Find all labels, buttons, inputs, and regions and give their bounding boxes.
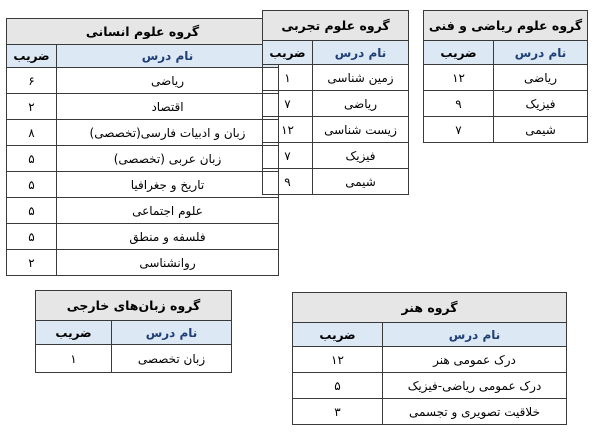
- table-row: [7, 250, 279, 276]
- art-title: گروه هنر: [293, 293, 567, 323]
- course-coef: ۷: [424, 117, 494, 143]
- course-name: علوم اجتماعی: [57, 198, 279, 224]
- table-row: [263, 117, 409, 143]
- course-coef: ۵: [7, 224, 57, 250]
- math-title: گروه علوم ریاضی و فنی: [424, 11, 588, 41]
- table-row: [7, 198, 279, 224]
- table-row: [263, 169, 409, 195]
- math-col-name: نام درس: [494, 41, 588, 65]
- course-coef: ۱۲: [263, 117, 313, 143]
- course-coef: ۱: [263, 65, 313, 91]
- course-name: زبان عربی (تخصصی): [57, 146, 279, 172]
- course-coef: ۵: [7, 146, 57, 172]
- table-row: [36, 345, 232, 373]
- table-row: [293, 347, 567, 373]
- table-row: [7, 68, 279, 94]
- course-coef: ۱: [36, 345, 112, 373]
- experimental-title: گروه علوم تجربی: [263, 11, 409, 41]
- table-row: [424, 117, 588, 143]
- course-coef: ۱۲: [293, 347, 383, 373]
- course-coef: ۲: [7, 94, 57, 120]
- humanities-col-name: نام درس: [57, 45, 279, 68]
- course-name: روانشناسی: [57, 250, 279, 276]
- languages-title: گروه زبان‌های خارجی: [36, 291, 232, 321]
- course-name: اقتصاد: [57, 94, 279, 120]
- course-coef: ۵: [293, 373, 383, 399]
- experimental-col-coef: ضریب: [263, 41, 313, 65]
- course-name: فلسفه و منطق: [57, 224, 279, 250]
- course-name: ریاضی: [57, 68, 279, 94]
- course-name: فیزیک: [313, 143, 409, 169]
- table-row: [7, 146, 279, 172]
- table-row: [7, 224, 279, 250]
- course-name: زبان و ادبیات فارسی(تخصصی): [57, 120, 279, 146]
- humanities-table: [6, 18, 279, 276]
- course-name: فیزیک: [494, 91, 588, 117]
- table-row: [263, 143, 409, 169]
- course-coef: ۲: [7, 250, 57, 276]
- math-table: [423, 10, 588, 143]
- art-table: [292, 292, 567, 425]
- course-coef: ۸: [7, 120, 57, 146]
- humanities-title: گروه علوم انسانی: [7, 19, 279, 45]
- course-name: ریاضی: [494, 65, 588, 91]
- course-name: شیمی: [313, 169, 409, 195]
- languages-col-name: نام درس: [112, 321, 232, 345]
- table-row: [424, 91, 588, 117]
- course-name: زیست شناسی: [313, 117, 409, 143]
- experimental-col-name: نام درس: [313, 41, 409, 65]
- course-name: شیمی: [494, 117, 588, 143]
- course-name: زمین شناسی: [313, 65, 409, 91]
- experimental-table: [262, 10, 409, 195]
- course-name: درک عمومی ریاضی-فیزیک: [383, 373, 567, 399]
- table-row: [293, 399, 567, 425]
- table-row: [7, 172, 279, 198]
- humanities-col-coef: ضریب: [7, 45, 57, 68]
- course-name: ریاضی: [313, 91, 409, 117]
- table-row: [263, 91, 409, 117]
- math-col-coef: ضریب: [424, 41, 494, 65]
- languages-col-coef: ضریب: [36, 321, 112, 345]
- course-coef: ۳: [293, 399, 383, 425]
- table-row: [263, 65, 409, 91]
- table-row: [7, 94, 279, 120]
- course-coef: ۹: [424, 91, 494, 117]
- course-name: درک عمومی هنر: [383, 347, 567, 373]
- table-row: [293, 373, 567, 399]
- art-col-coef: ضریب: [293, 323, 383, 347]
- course-coef: ۶: [7, 68, 57, 94]
- table-row: [7, 120, 279, 146]
- course-coef: ۹: [263, 169, 313, 195]
- course-coef: ۱۲: [424, 65, 494, 91]
- course-coef: ۷: [263, 91, 313, 117]
- course-name: خلاقیت تصویری و تجسمی: [383, 399, 567, 425]
- course-coef: ۷: [263, 143, 313, 169]
- languages-table: [35, 290, 232, 373]
- course-coef: ۵: [7, 198, 57, 224]
- art-col-name: نام درس: [383, 323, 567, 347]
- course-name: زبان تخصصی: [112, 345, 232, 373]
- table-row: [424, 65, 588, 91]
- course-name: تاریخ و جغرافیا: [57, 172, 279, 198]
- course-coef: ۵: [7, 172, 57, 198]
